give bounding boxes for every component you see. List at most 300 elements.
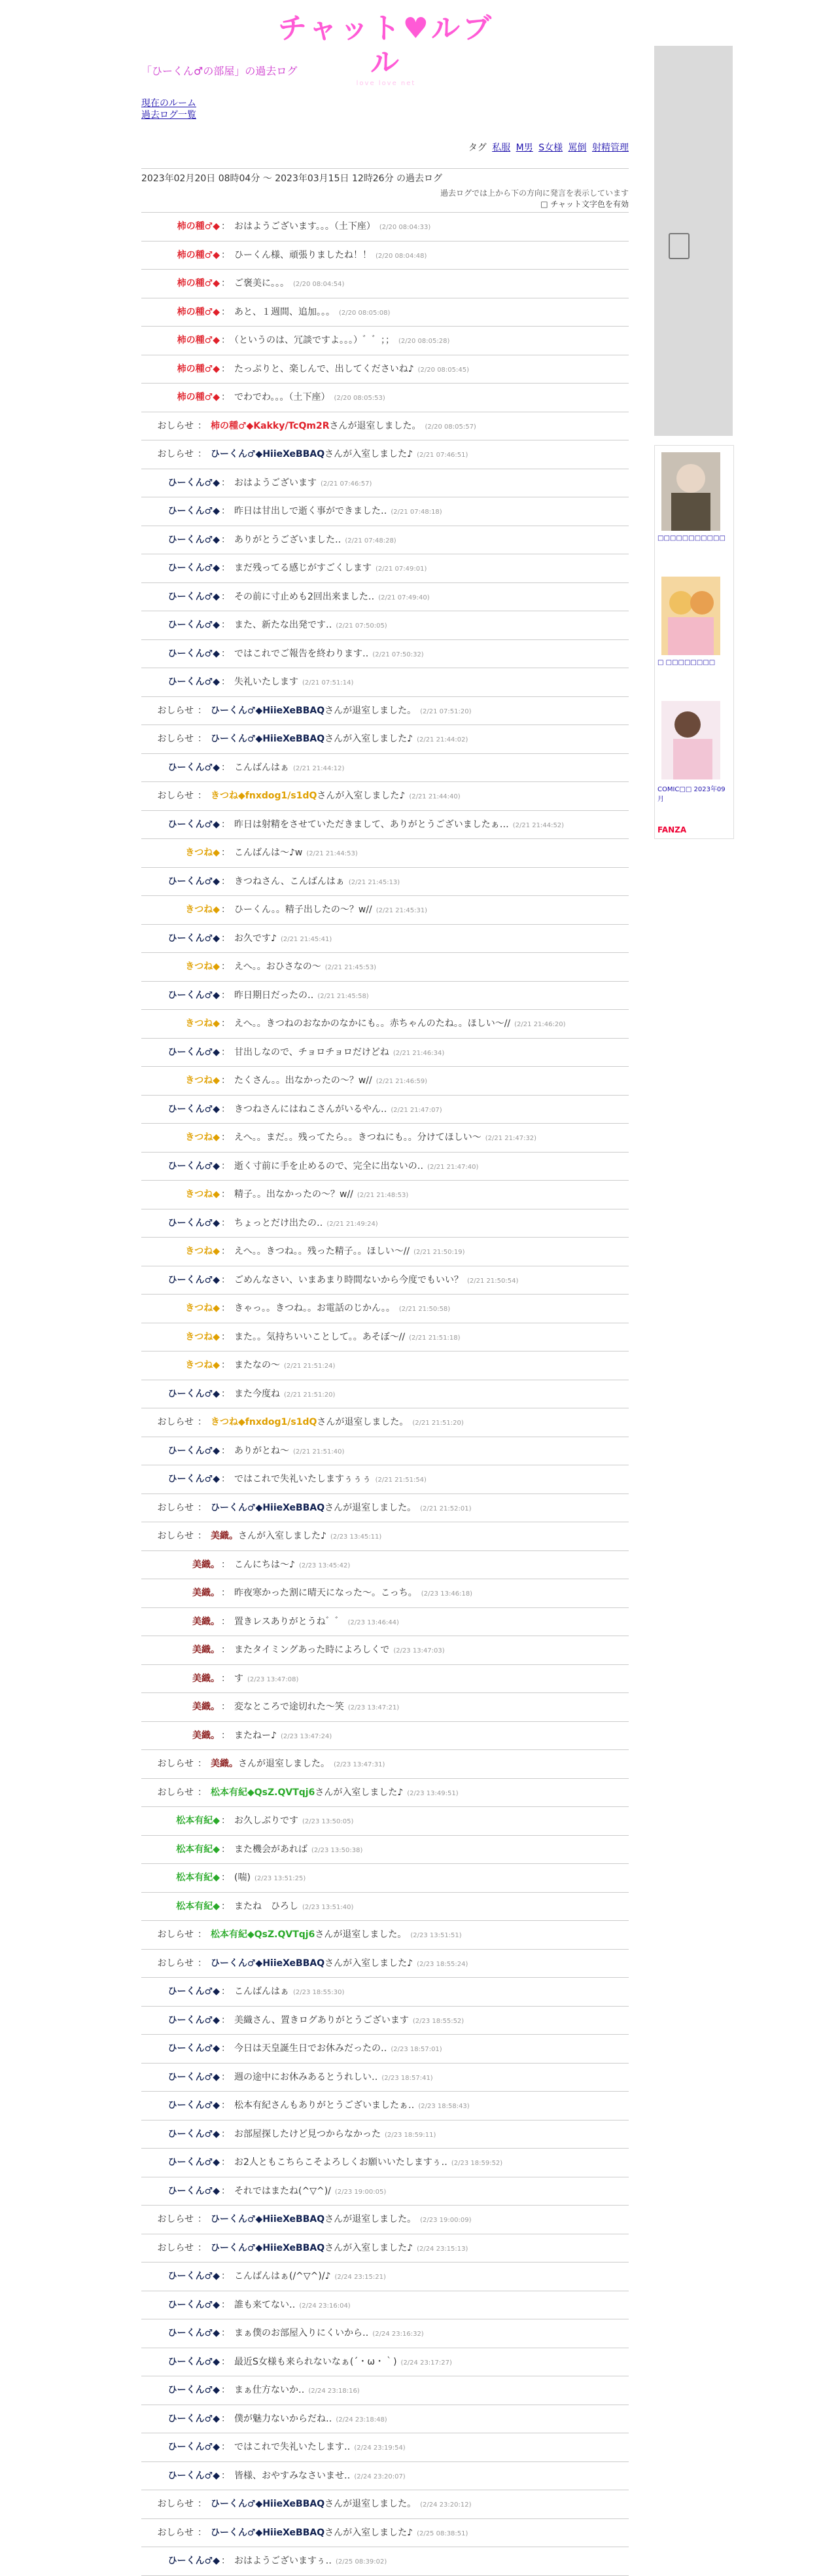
- user-name: ひーくん♂◆: [167, 1388, 220, 1399]
- message-timestamp: (2/21 21:50:54): [467, 1277, 519, 1285]
- user-name: 松本有紀◆: [176, 1901, 220, 1912]
- user-name: ひーくん♂◆: [167, 1986, 220, 1997]
- message-timestamp: (2/20 08:05:08): [339, 309, 391, 317]
- message-text: 今日は天皇誕生日でお休みだったの‥: [234, 2043, 387, 2054]
- chat-message-row: [141, 2291, 629, 2320]
- ad-banner[interactable]: [654, 445, 734, 839]
- message-text: さんが入室しました♪: [238, 1531, 326, 1541]
- message-timestamp: (2/23 19:00:09): [420, 2217, 472, 2224]
- chat-message-row: [141, 2120, 629, 2149]
- separator: ：: [221, 848, 230, 858]
- separator: ：: [221, 2356, 230, 2367]
- user-name: ひーくん♂◆: [167, 2043, 220, 2054]
- system-label: おしらせ: [157, 791, 194, 801]
- message-timestamp: (2/21 21:51:20): [412, 1420, 464, 1427]
- broken-image-icon: [669, 233, 690, 259]
- message-timestamp: (2/23 13:47:24): [280, 1732, 332, 1740]
- message-text: ありがとうございました‥: [234, 534, 341, 545]
- separator: ：: [221, 1872, 230, 1883]
- separator: ：: [221, 363, 230, 374]
- separator: ：: [221, 2328, 230, 2338]
- message-timestamp: (2/21 21:47:32): [485, 1135, 537, 1142]
- message-timestamp: (2/21 07:48:18): [391, 509, 442, 516]
- message-timestamp: (2/21 21:46:34): [393, 1049, 445, 1057]
- separator: ：: [221, 648, 230, 659]
- system-label: おしらせ: [157, 734, 194, 744]
- system-message-row: [141, 1522, 629, 1551]
- chat-message-row: [141, 2319, 629, 2348]
- user-name: きつね◆: [185, 904, 220, 915]
- system-message-row: [141, 2519, 629, 2548]
- message-timestamp: (2/21 21:50:19): [413, 1249, 465, 1256]
- chat-message-row: [141, 384, 629, 412]
- separator: ：: [198, 1787, 207, 1798]
- message-text: さんが退室しました。: [324, 2499, 417, 2509]
- separator: ：: [221, 1331, 230, 1342]
- separator: ：: [221, 1217, 230, 1228]
- message-timestamp: (2/23 18:57:41): [381, 2074, 433, 2082]
- separator: ：: [198, 1417, 207, 1427]
- chat-message-row: [141, 554, 629, 583]
- fanza-logo[interactable]: FANZA: [657, 825, 687, 834]
- message-timestamp: (2/23 19:00:05): [334, 2188, 387, 2196]
- tag-link[interactable]: 射精管理: [592, 143, 629, 153]
- message-timestamp: (2/24 23:18:16): [308, 2388, 360, 2395]
- message-text: またなの〜: [234, 1360, 280, 1370]
- chat-message-row: [141, 2263, 629, 2291]
- message-timestamp: (2/21 21:44:40): [409, 793, 461, 800]
- separator: ：: [221, 1474, 230, 1484]
- separator: ：: [221, 1730, 230, 1741]
- system-label: おしらせ: [157, 2214, 194, 2225]
- separator: ：: [198, 734, 207, 744]
- logo-subtitle: love love net: [356, 80, 416, 87]
- separator: ：: [221, 2385, 230, 2395]
- ad-thumbnail[interactable]: [661, 577, 720, 655]
- message-text: ひーくん様、頑張りましたね！！: [234, 249, 372, 260]
- user-name: ひーくん♂◆: [167, 591, 220, 602]
- chat-message-row: [141, 611, 629, 640]
- message-timestamp: (2/21 07:50:05): [336, 622, 387, 630]
- message-text: また。。気持ちいいことして。。あそぼ〜//: [234, 1331, 406, 1342]
- separator: ：: [221, 2413, 230, 2424]
- user-name: ひーくん♂◆HiieXeBBAQ: [211, 2214, 325, 2225]
- tag-link[interactable]: 私服: [492, 143, 511, 153]
- message-timestamp: (2/21 21:51:40): [293, 1448, 345, 1456]
- user-name: きつね◆: [185, 1246, 220, 1257]
- message-timestamp: (2/24 23:20:07): [354, 2473, 406, 2480]
- separator: ：: [221, 961, 230, 972]
- user-name: きつね◆: [185, 1075, 220, 1086]
- message-timestamp: (2/21 21:51:24): [284, 1363, 336, 1370]
- separator: ：: [198, 2527, 207, 2538]
- separator: ：: [221, 876, 230, 887]
- separator: ：: [221, 1445, 230, 1456]
- user-name: 松本有紀◆QsZ.QVTqj6: [211, 1929, 315, 1940]
- past-log-list-link[interactable]: 過去ログ一覧: [141, 110, 196, 120]
- chat-message-row: [141, 811, 629, 840]
- message-text: ではこれで失礼いたしますぅぅぅ: [234, 1474, 372, 1484]
- system-label: おしらせ: [157, 1929, 194, 1940]
- user-name: 美織。: [192, 1588, 220, 1598]
- system-message-row: [141, 1408, 629, 1437]
- ad-caption[interactable]: □ □□□□□□□□: [657, 659, 716, 666]
- tag-link[interactable]: M男: [516, 143, 533, 153]
- user-name: ひーくん♂◆: [167, 2470, 220, 2481]
- message-text: こんばんは〜♪w: [234, 848, 303, 858]
- message-text: さんが入室しました♪: [324, 1958, 413, 1969]
- user-name: ひーくん♂◆: [167, 2413, 220, 2424]
- message-timestamp: (2/23 13:45:42): [298, 1562, 351, 1569]
- message-text: えへ。。きつね。。残った精子。。ほしい〜//: [234, 1246, 410, 1257]
- ad-thumbnail[interactable]: [661, 452, 720, 531]
- separator: ：: [221, 221, 230, 232]
- log-direction-note: 過去ログでは上から下の方向に発言を表示しています: [440, 188, 629, 198]
- separator: ：: [221, 1559, 230, 1570]
- user-name: ひーくん♂◆: [167, 1474, 220, 1484]
- message-text: 週の途中にお休みあるとうれしい‥: [234, 2071, 378, 2083]
- system-label: おしらせ: [157, 705, 194, 716]
- message-timestamp: (2/23 13:46:44): [347, 1619, 399, 1626]
- message-timestamp: (2/23 13:50:38): [311, 1846, 363, 1854]
- tags-label: タグ: [468, 143, 487, 153]
- message-timestamp: (2/21 21:51:20): [284, 1391, 336, 1399]
- message-text: こんにちは〜♪: [234, 1559, 295, 1570]
- message-timestamp: (2/21 07:46:57): [321, 480, 372, 488]
- message-text: まぁ仕方ないか‥: [234, 2385, 305, 2395]
- chat-message-row: [141, 327, 629, 355]
- separator: ：: [221, 1673, 230, 1684]
- message-text: えへ。。まだ。。残ってたら。。きつねにも。。分けてほしい〜: [234, 1132, 481, 1143]
- message-text: さんが退室しました。: [324, 1502, 417, 1513]
- chat-message-row: [141, 1722, 629, 1751]
- system-message-row: [141, 725, 629, 754]
- separator: ：: [221, 762, 230, 773]
- user-name: ひーくん♂◆: [167, 563, 220, 573]
- separator: ：: [221, 477, 230, 488]
- system-label: おしらせ: [157, 420, 194, 431]
- user-name: 柿の種♂◆Kakky/TcQm2R: [211, 420, 330, 431]
- separator: ：: [198, 2214, 207, 2225]
- ad-caption[interactable]: COMIC□□ 2023年09月: [657, 786, 726, 803]
- separator: ：: [221, 2128, 230, 2139]
- separator: ：: [221, 1160, 230, 1172]
- user-name: ひーくん♂◆: [167, 2356, 220, 2367]
- tag-link[interactable]: 罵倒: [568, 143, 587, 153]
- tag-link[interactable]: S女様: [538, 143, 563, 153]
- separator: ：: [221, 1360, 230, 1370]
- message-text: ではこれで失礼いたします‥: [234, 2442, 351, 2452]
- message-timestamp: (2/21 21:44:12): [293, 764, 345, 772]
- user-name: ひーくん♂◆HiieXeBBAQ: [211, 734, 325, 744]
- separator: ：: [221, 1844, 230, 1855]
- chat-message-row: [141, 2035, 629, 2064]
- message-text: えへ。。おひさなの〜: [234, 961, 321, 972]
- separator: ：: [221, 591, 230, 602]
- chat-message-row: [141, 526, 629, 555]
- message-text: お久しぶりです: [234, 1816, 298, 1826]
- message-text: また、新たな出発です‥: [234, 620, 332, 630]
- chat-message-row: [141, 497, 629, 526]
- chat-color-toggle[interactable]: □ チャット文字色を有効: [540, 200, 629, 209]
- chat-message-row: [141, 925, 629, 954]
- message-text: 昨日は甘出しで逝く事ができました‥: [234, 506, 387, 516]
- user-name: きつね◆: [185, 1360, 220, 1370]
- ad-placeholder[interactable]: [654, 46, 733, 436]
- user-name: ひーくん♂◆HiieXeBBAQ: [211, 2527, 325, 2538]
- separator: ：: [221, 1901, 230, 1912]
- message-text: 逝く寸前に手を止めるので、完全に出ないの‥: [234, 1160, 424, 1172]
- message-text: さんが入室しました♪: [317, 791, 406, 801]
- user-name: ひーくん♂◆: [167, 1103, 220, 1115]
- message-timestamp: (2/21 07:51:20): [420, 707, 472, 715]
- separator: ：: [221, 249, 230, 260]
- user-name: ひーくん♂◆: [167, 2071, 220, 2083]
- message-text: さんが退室しました。: [315, 1929, 407, 1940]
- message-timestamp: (2/23 13:47:31): [334, 1761, 385, 1768]
- ad-caption[interactable]: □□□□□□□□□□□: [657, 535, 726, 542]
- message-text: ありがとね〜: [234, 1445, 289, 1456]
- message-text: それではまたね(^▽^)/: [234, 2185, 331, 2196]
- message-timestamp: (2/23 18:57:01): [391, 2046, 442, 2053]
- chat-message-row: [141, 896, 629, 925]
- message-timestamp: (2/23 18:59:11): [385, 2131, 436, 2139]
- message-text: その前に寸止めも2回出来ました‥: [234, 591, 375, 602]
- system-label: おしらせ: [157, 1787, 194, 1798]
- message-timestamp: (2/20 08:04:48): [376, 252, 427, 260]
- separator: ：: [221, 2442, 230, 2452]
- chat-message-row: [141, 1067, 629, 1096]
- chat-message-row: [141, 1465, 629, 1494]
- message-timestamp: (2/21 21:44:02): [417, 736, 468, 743]
- message-text: さんが入室しました♪: [324, 734, 413, 744]
- message-timestamp: (2/23 18:55:24): [417, 1960, 468, 1968]
- user-name: 松本有紀◆: [176, 1844, 220, 1855]
- user-name: きつね◆: [185, 1303, 220, 1314]
- user-name: ひーくん♂◆: [167, 819, 220, 830]
- separator: ：: [221, 1645, 230, 1655]
- separator: ：: [221, 506, 230, 516]
- system-label: おしらせ: [157, 1759, 194, 1769]
- message-text: さんが入室しました♪: [324, 449, 413, 459]
- message-timestamp: (2/20 08:04:33): [379, 224, 431, 231]
- user-name: 松本有紀◆: [176, 1872, 220, 1883]
- logo-text: チャット♥ルブル: [277, 12, 495, 79]
- chat-message-row: [141, 640, 629, 669]
- user-name: ひーくん♂◆HiieXeBBAQ: [211, 2499, 325, 2509]
- message-timestamp: (2/21 07:49:01): [376, 565, 427, 573]
- chat-message-row: [141, 1209, 629, 1238]
- separator: ：: [221, 2071, 230, 2083]
- user-name: ひーくん♂◆: [167, 2128, 220, 2139]
- chat-message-row: [141, 1437, 629, 1466]
- separator: ：: [221, 677, 230, 687]
- chat-message-row: [141, 355, 629, 384]
- message-timestamp: (2/25 08:39:02): [335, 2558, 387, 2566]
- separator: ：: [221, 1816, 230, 1826]
- user-name: きつね◆: [185, 1189, 220, 1200]
- user-name: 美織。: [211, 1759, 238, 1769]
- site-logo[interactable]: [275, 12, 497, 87]
- message-text: ではこれでご報告を終わります‥: [234, 648, 369, 659]
- user-name: 美織。: [192, 1673, 220, 1684]
- chat-message-row: [141, 270, 629, 298]
- message-timestamp: (2/23 13:49:51): [407, 1789, 459, 1797]
- separator: ：: [221, 2470, 230, 2481]
- chat-message-row: [141, 2092, 629, 2120]
- message-timestamp: (2/21 21:45:13): [348, 878, 400, 886]
- message-text: 皆様、おやすみなさいませ‥: [234, 2470, 351, 2481]
- user-name: ひーくん♂◆: [167, 990, 220, 1001]
- user-name: ひーくん♂◆: [167, 762, 220, 773]
- chat-message-row: [141, 2547, 629, 2576]
- chat-message-row: [141, 1351, 629, 1380]
- message-text: まだ残ってる感じがすごくします: [234, 563, 372, 573]
- message-timestamp: (2/24 23:20:12): [420, 2501, 472, 2509]
- chat-message-row: [141, 1010, 629, 1039]
- separator: ：: [221, 1616, 230, 1627]
- message-timestamp: (2/24 23:17:27): [400, 2359, 452, 2367]
- chat-message-row: [141, 1665, 629, 1694]
- chat-message-row: [141, 754, 629, 783]
- separator: ：: [221, 1986, 230, 1997]
- user-name: ひーくん♂◆: [167, 1445, 220, 1456]
- system-message-row: [141, 782, 629, 811]
- message-text: またね ひろし: [234, 1901, 298, 1912]
- user-name: ひーくん♂◆: [167, 477, 220, 488]
- message-text: 精子。。出なかったの〜？w//: [234, 1189, 353, 1200]
- chat-message-row: [141, 953, 629, 982]
- chat-message-row: [141, 1807, 629, 1836]
- message-list: [141, 212, 629, 2576]
- message-timestamp: (2/23 18:59:52): [451, 2160, 503, 2167]
- separator: ：: [198, 705, 207, 716]
- system-message-row: [141, 2490, 629, 2519]
- message-timestamp: (2/23 18:58:43): [418, 2103, 470, 2110]
- system-message-row: [141, 697, 629, 726]
- system-message-row: [141, 1750, 629, 1779]
- message-text: また機会があれば: [234, 1844, 307, 1855]
- user-name: きつね◆: [185, 1018, 220, 1029]
- user-name: ひーくん♂◆: [167, 2271, 220, 2281]
- separator: ：: [221, 392, 230, 402]
- chat-message-row: [141, 982, 629, 1011]
- message-timestamp: (2/23 18:55:52): [412, 2017, 464, 2025]
- message-text: さんが入室しました♪: [315, 1787, 404, 1798]
- message-timestamp: (2/23 13:47:03): [393, 1647, 445, 1655]
- user-name: きつね◆fnxdog1/s1dQ: [211, 1417, 317, 1427]
- chat-message-row: [141, 1266, 629, 1295]
- separator: ：: [221, 1075, 230, 1086]
- user-name: ひーくん♂◆HiieXeBBAQ: [211, 449, 325, 459]
- message-timestamp: (2/21 21:44:52): [512, 821, 565, 829]
- user-name: 柿の種♂◆: [177, 392, 220, 402]
- separator: ：: [221, 1303, 230, 1314]
- chat-message-row: [141, 2177, 629, 2206]
- chat-message-row: [141, 1153, 629, 1181]
- message-text: 失礼いたします: [234, 677, 298, 687]
- separator: ：: [198, 1502, 207, 1513]
- user-name: ひーくん♂◆HiieXeBBAQ: [211, 705, 325, 716]
- user-name: ひーくん♂◆HiieXeBBAQ: [211, 1502, 325, 1513]
- separator: ：: [221, 335, 230, 346]
- chat-message-row: [141, 1380, 629, 1409]
- message-text: ごめんなさい、いまあまり時間ないから今度でもいい？: [234, 1274, 463, 1285]
- message-text: さんが退室しました。: [238, 1759, 330, 1769]
- message-timestamp: (2/24 23:16:04): [299, 2302, 351, 2310]
- message-timestamp: (2/21 21:50:58): [398, 1306, 451, 1313]
- chat-message-row: [141, 1836, 629, 1865]
- user-name: きつね◆: [185, 1132, 220, 1143]
- message-timestamp: (2/21 21:46:20): [514, 1021, 566, 1028]
- system-label: おしらせ: [157, 449, 194, 459]
- message-text: でわでわ。。。（土下座）: [234, 392, 330, 402]
- chat-message-row: [141, 2462, 629, 2491]
- separator: ：: [221, 1018, 230, 1029]
- separator: ：: [221, 1189, 230, 1200]
- message-text: あと、１週間、追加。。。: [234, 306, 335, 317]
- message-text: おはようございます。。。（土下座）: [234, 221, 376, 232]
- chat-message-row: [141, 839, 629, 868]
- message-timestamp: (2/23 13:47:21): [347, 1704, 400, 1711]
- message-text: さんが入室しました♪: [324, 2527, 413, 2538]
- message-timestamp: (2/21 21:51:54): [375, 1476, 427, 1484]
- chat-message-row: [141, 668, 629, 697]
- chat-message-row: [141, 241, 629, 270]
- message-timestamp: (2/23 13:51:51): [410, 1932, 462, 1939]
- separator: ：: [221, 620, 230, 630]
- ad-thumbnail[interactable]: [661, 701, 720, 779]
- chat-message-row: [141, 1579, 629, 1608]
- message-text: えへ。。きつねのおなかのなかにも。。赤ちゃんのたね。。ほしい〜//: [234, 1018, 511, 1029]
- system-label: おしらせ: [157, 1417, 194, 1427]
- message-text: また今度ね: [234, 1388, 280, 1399]
- message-timestamp: (2/24 23:16:32): [372, 2331, 424, 2338]
- user-name: ひーくん♂◆: [167, 1274, 220, 1285]
- message-text: 置きレスありがとうね゛゛: [234, 1616, 344, 1627]
- message-timestamp: (2/21 07:46:51): [417, 452, 468, 459]
- system-message-row: [141, 1950, 629, 1978]
- message-text: きつねさんにはねこさんがいるやん‥: [234, 1103, 387, 1115]
- user-name: ひーくん♂◆: [167, 2185, 220, 2196]
- separator: ：: [198, 449, 207, 459]
- user-name: ひーくん♂◆: [167, 677, 220, 687]
- message-text: 誰も来てない‥: [234, 2299, 296, 2310]
- message-text: (喘): [234, 1872, 251, 1883]
- message-timestamp: (2/21 21:51:18): [409, 1334, 461, 1342]
- page-title: 「ひーくん♂の部屋」の過去ログ: [141, 65, 298, 77]
- chat-message-row: [141, 2405, 629, 2434]
- chat-message-row: [141, 1551, 629, 1580]
- system-message-row: [141, 1494, 629, 1523]
- separator: ：: [221, 1588, 230, 1598]
- separator: ：: [221, 933, 230, 944]
- user-name: ひーくん♂◆: [167, 2157, 220, 2168]
- chat-message-row: [141, 2433, 629, 2462]
- user-name: ひーくん♂◆: [167, 620, 220, 630]
- chat-message-row: [141, 1893, 629, 1922]
- message-timestamp: (2/21 07:49:40): [378, 594, 430, 601]
- separator: ：: [198, 2242, 207, 2253]
- separator: ：: [221, 2100, 230, 2111]
- message-text: ちょっとだけ出たの‥: [234, 1217, 323, 1228]
- separator: ：: [198, 2499, 207, 2509]
- message-text: （というのは、冗談ですよ。。。）゛゛；；: [234, 335, 394, 346]
- current-room-link[interactable]: 現在のルーム: [141, 98, 196, 109]
- user-name: ひーくん♂◆: [167, 1217, 220, 1228]
- message-timestamp: (2/24 23:19:54): [354, 2444, 406, 2452]
- message-text: さんが入室しました♪: [324, 2242, 413, 2253]
